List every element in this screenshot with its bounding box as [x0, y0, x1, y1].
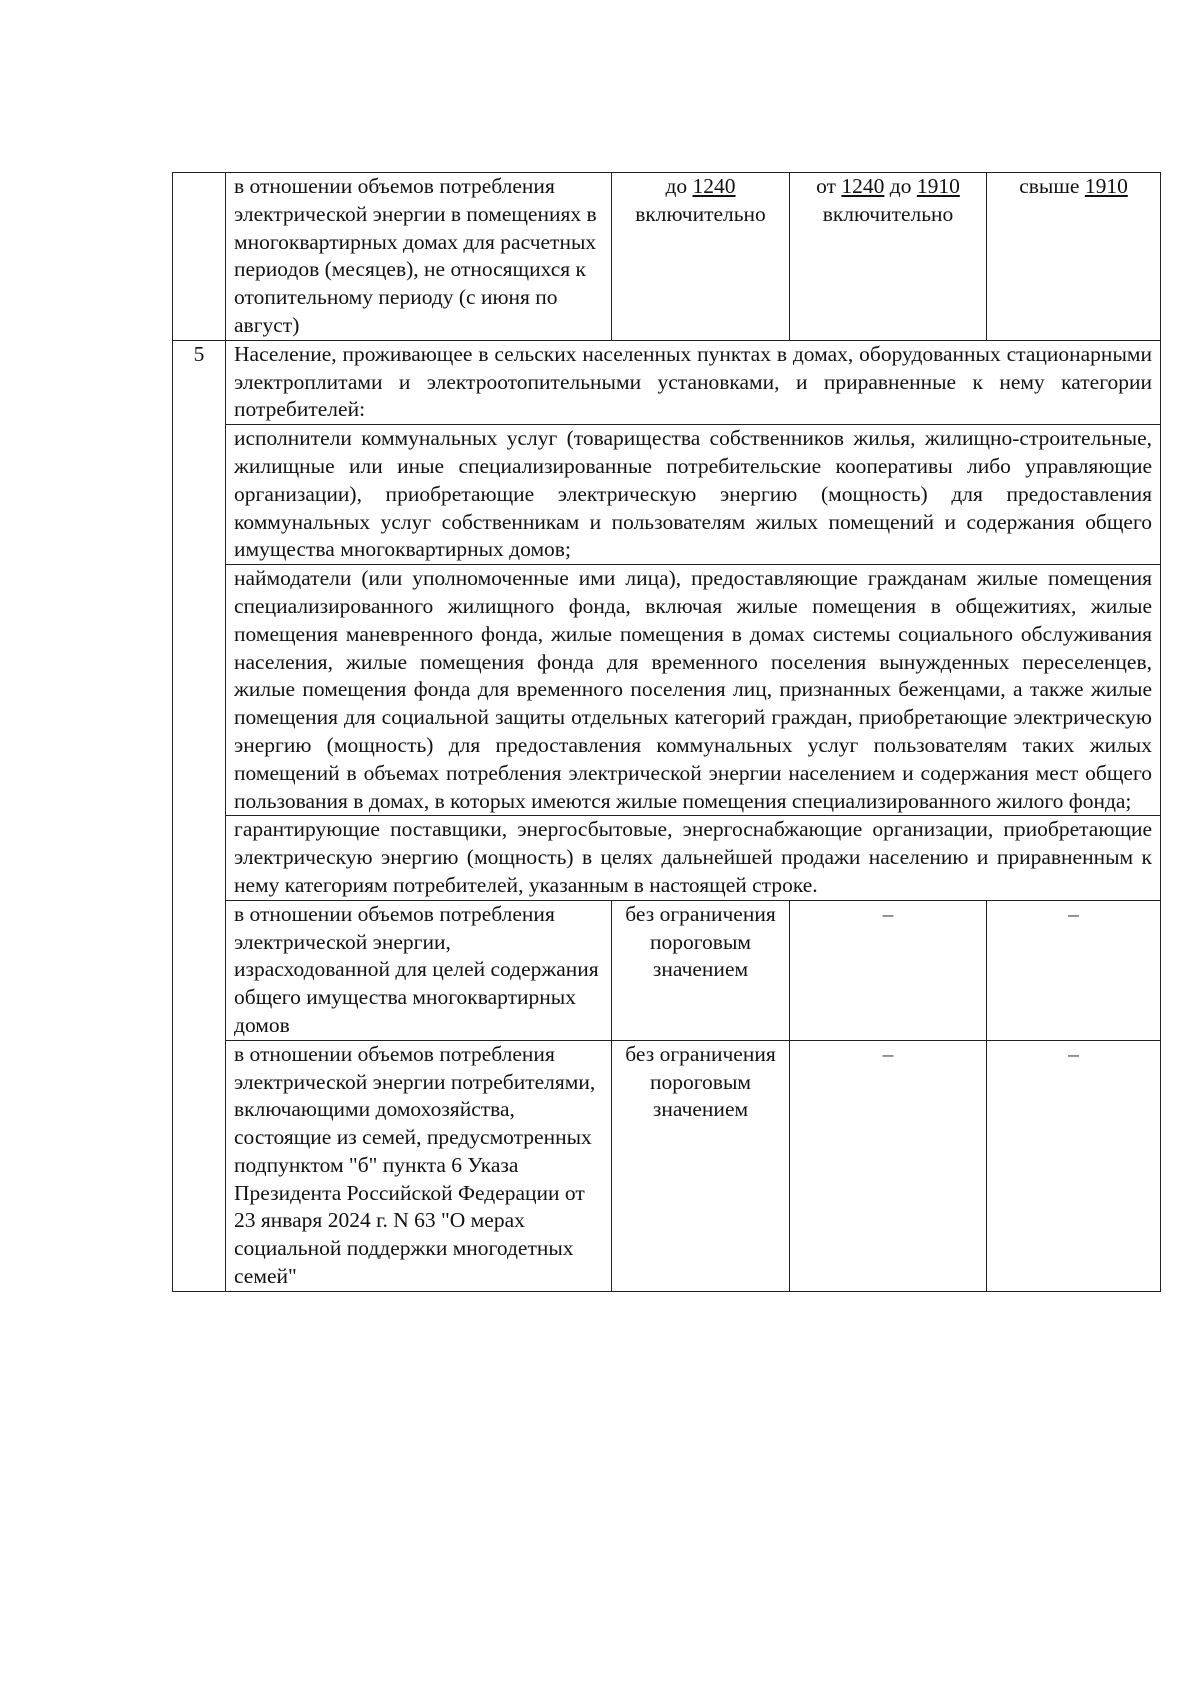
threshold-low-cell — [612, 173, 790, 341]
threshold-low-value-link[interactable]: 1240 — [692, 174, 736, 198]
category-text: исполнители коммунальных услуг (товарищества собственников жилья, жилищно-строительные, жилищные или иные специализированные потребительские кооперативы либо управляющие организации), приобретающие электрическую энергию (мощность) для предоставления коммунальных услуг собственникам и пользователям жилых помещений и содержания общего имущества многоквартирных домов; — [226, 425, 1161, 565]
threshold-mid-value-a-link[interactable]: 1240 — [841, 174, 885, 198]
threshold-mid-cell: – — [790, 900, 987, 1040]
table-row-utility-providers — [173, 425, 1161, 565]
threshold-high-cell: – — [987, 900, 1161, 1040]
tariff-table — [172, 172, 1161, 1292]
threshold-high-cell: – — [987, 1040, 1161, 1291]
category-text: наймодатели (или уполномоченные ими лица), предоставляющие гражданам жилые помещения специализированного жилищного фонда, включая жилые помещения в общежитиях, жилые помещения маневренного фонда, жилые помещения в домах системы социального обслуживания населения, жилые помещения фонда для временного поселения вынужденных переселенцев, жилые помещения фонда для временного поселения лиц, признанных беженцами, а также жилые помещения для социальной защиты отдельных категорий граждан, приобретающие электрическую энергию (мощность) для предоставления коммунальных услуг пользователям таких жилых помещений в объемах потребления электрической энергии населением и содержания мест общего пользования в домах, в которых имеются жилые помещения специализированного жилого фонда; — [226, 565, 1161, 816]
threshold-mid-suffix: включительно — [822, 201, 954, 226]
threshold-mid-from: от — [816, 174, 842, 198]
row-number-cell — [173, 173, 226, 341]
table-row-large-families — [173, 1040, 1161, 1291]
threshold-mid-cell — [790, 173, 987, 341]
threshold-low-suffix: включительно — [635, 201, 766, 226]
row-description: в отношении объемов потребления электрической энергии, израсходованной для целей содержания общего имущества многоквартирных домов — [226, 900, 612, 1040]
category-text: гарантирующие поставщики, энергосбытовые, энергоснабжающие организации, приобретающие электрическую энергию (мощность) в целях дальнейшей продажи населению и приравненным к нему категориям потребителей, указанным в настоящей строке. — [226, 816, 1161, 900]
table-row-common-property — [173, 900, 1161, 1040]
threshold-high-prefix: свыше — [1019, 174, 1085, 198]
threshold-high-cell — [987, 173, 1161, 341]
table-row-section-5 — [173, 340, 1161, 424]
section-heading-text: Население, проживающее в сельских населенных пунктах в домах, оборудованных стационарными электроплитами и электроотопительными установками, и приравненные к нему категории потребителей: — [226, 340, 1161, 424]
threshold-low-cell: без ограничения пороговым значением — [612, 1040, 790, 1291]
threshold-mid-cell: – — [790, 1040, 987, 1291]
threshold-mid-value-b-link[interactable]: 1910 — [916, 174, 960, 198]
row-description: в отношении объемов потребления электрической энергии в помещениях в многоквартирных домах для расчетных периодов (месяцев), не относящихся к отопительному периоду (с июня по август) — [226, 173, 612, 341]
row-description: в отношении объемов потребления электрической энергии потребителями, включающими домохозяйства, состоящие из семей, предусмотренных подпунктом "б" пункта 6 Указа Президента Российской Федерации от 23 января 2024 г. N 63 "О мерах социальной поддержки многодетных семей" — [226, 1040, 612, 1291]
threshold-mid-to: до — [884, 174, 917, 198]
table-row-landlords — [173, 565, 1161, 816]
table-row-suppliers — [173, 816, 1161, 900]
threshold-low-cell: без ограничения пороговым значением — [612, 900, 790, 1040]
threshold-high-value-link[interactable]: 1910 — [1084, 174, 1128, 198]
table-row-summer-period — [173, 173, 1161, 341]
threshold-low-prefix: до — [665, 174, 693, 198]
row-number-cell: 5 — [173, 340, 226, 1291]
